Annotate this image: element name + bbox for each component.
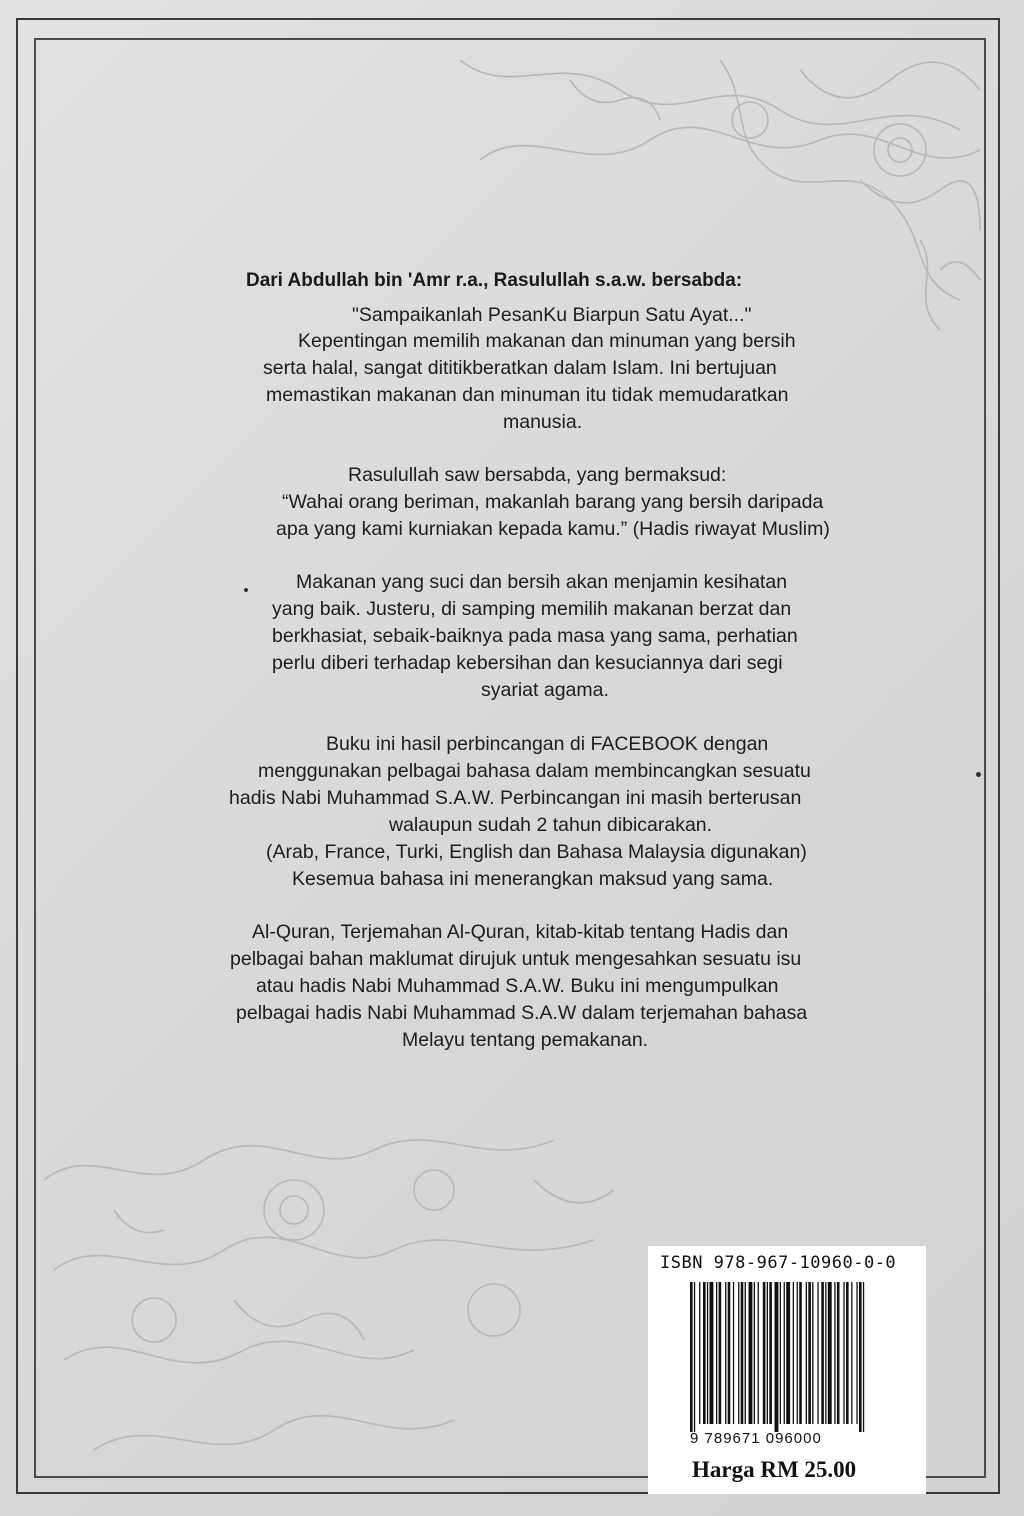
price-label: Harga RM 25.00 [692,1457,857,1482]
paragraph-line: atau hadis Nabi Muhammad S.A.W. Buku ini mengumpulkan [256,975,779,997]
paragraph-line: berkhasiat, sebaik-baiknya pada masa yang sama, perhatian [272,625,798,647]
paragraph-line: Makanan yang suci dan bersih akan menjamin kesihatan [296,571,788,593]
barcode-bar [716,1282,717,1424]
barcode-bar [786,1282,790,1424]
barcode-bar [863,1282,864,1432]
paragraph-line: “Wahai orang beriman, makanlah barang yang bersih daripada [282,491,824,513]
barcode-bar [817,1282,818,1424]
paragraph-line: serta halal, sangat dititikberatkan dalam Islam. Ini bertujuan [263,357,777,379]
paragraph-line: pelbagai bahan maklumat dirujuk untuk mengesahkan sesuatu isu [230,948,802,970]
barcode-bar [725,1282,726,1424]
barcode-bar [754,1282,755,1424]
barcode-bar [806,1282,807,1424]
paragraph-line: Melayu tentang pemakanan. [402,1029,649,1051]
barcode-bar [843,1282,844,1424]
barcode-bar [793,1282,794,1424]
paragraph-line: walaupun sudah 2 tahun dibicarakan. [389,814,713,836]
barcode-digits: 9 789671 096000 [690,1430,822,1447]
paragraph-line: manusia. [503,411,583,433]
paragraph-line: Kepentingan memilih makanan dan minuman yang bersih [298,330,796,352]
paragraph-line: apa yang kami kurniakan kepada kamu.” (Hadis riwayat Muslim) [276,518,830,540]
barcode-bar [719,1282,722,1424]
barcode-bar [821,1282,824,1424]
barcode-bar [703,1282,706,1424]
barcode-bar [710,1282,714,1424]
barcode-bar [856,1282,857,1424]
barcode-bar [846,1282,849,1424]
barcode-bar [837,1282,840,1424]
barcode-bar [812,1282,813,1424]
barcode-bar [767,1282,768,1424]
quote-line: "Sampaikanlah PesanKu Biarpun Satu Ayat..." [352,304,752,326]
barcode-bar [690,1282,693,1432]
barcode-bar [780,1282,781,1424]
barcode-bar [694,1282,695,1432]
paragraph-line: yang baik. Justeru, di samping memilih makanan berzat dan [272,598,792,620]
barcode [688,1282,868,1432]
barcode-bar [797,1282,798,1424]
bullet-dot [244,588,248,592]
barcode-bar [749,1282,753,1424]
barcode-bar [784,1282,785,1424]
barcode-bar [707,1282,708,1424]
paragraph-line: Rasulullah saw bersabda, yang bermaksud: [348,464,727,486]
barcode-bar [758,1282,759,1424]
speck [976,772,981,777]
paragraph-line: syariat agama. [481,679,609,701]
paragraph-line: pelbagai hadis Nabi Muhammad S.A.W dalam terjemahan bahasa [236,1002,808,1024]
barcode-bar [834,1282,835,1424]
barcode-bar [733,1282,734,1424]
paragraph-line: Kesemua bahasa ini menerangkan maksud yang sama. [292,868,774,890]
barcode-bar [699,1282,700,1424]
paragraph-line: Buku ini hasil perbincangan di FACEBOOK dengan [326,733,769,755]
barcode-bar [825,1282,826,1424]
barcode-bar [745,1282,746,1424]
barcode-bar [851,1282,852,1424]
barcode-bar [763,1282,766,1424]
paragraph-line: perlu diberi terhadap kebersihan dan kesuciannya dari segi [272,652,783,674]
paragraph-line: (Arab, France, Turki, English dan Bahasa Malaysia digunakan) [266,841,807,863]
hadith-heading: Dari Abdullah bin 'Amr r.a., Rasulullah s.a.w. bersabda: [246,270,743,291]
paragraph-line: memastikan makanan dan minuman itu tidak memudaratkan [266,384,789,406]
barcode-bar [808,1282,811,1424]
barcode-bar [799,1282,802,1424]
barcode-bar [738,1282,739,1424]
barcode-bar [728,1282,731,1424]
barcode-bar [828,1282,832,1424]
paragraph-line: menggunakan pelbagai bahasa dalam membincangkan sesuatu [258,760,811,782]
barcode-bar [775,1282,779,1432]
barcode-bar [741,1282,744,1424]
barcode-bar [859,1282,862,1432]
isbn-label: ISBN 978-967-10960-0-0 [660,1253,897,1273]
paragraph-line: hadis Nabi Muhammad S.A.W. Perbincangan ini masih berterusan [229,787,802,809]
paragraph-line: Al-Quran, Terjemahan Al-Quran, kitab-kitab tentang Hadis dan [252,921,789,943]
barcode-bar [769,1282,772,1424]
